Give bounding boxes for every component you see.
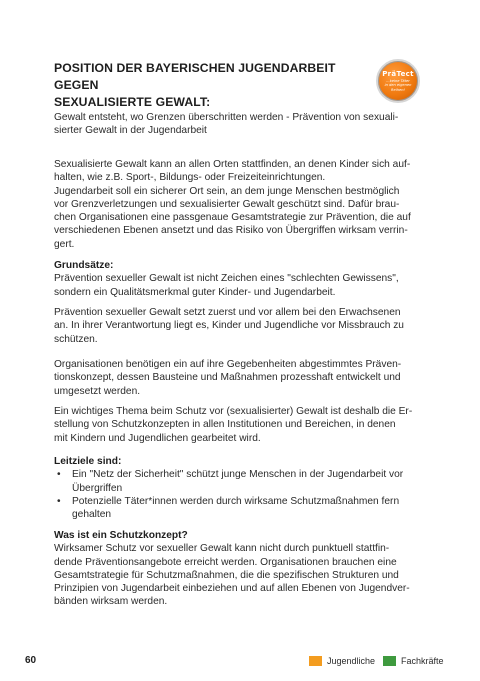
badge-logo-text: PräTect [382,69,414,78]
bullet-icon: • [57,495,61,507]
legend-item-fachkraefte [383,656,444,666]
schutzkonzept-section [54,529,434,609]
text-line: mit Kindern und Jugendlichen gearbeitet wird. [54,432,261,444]
text-line: schützen. [54,333,98,345]
text-line: sierter Gewalt in der Jugendarbeit [54,125,207,137]
text-line: Gesamtstrategie für Schutzmaßnahmen, die die spezifischen Strukturen und [54,569,399,581]
text-line: Ein "Netz der Sicherheit" schützt junge Menschen in der Jugendarbeit vor [72,469,404,481]
intro-paragraph [54,111,434,138]
heading-line-2: SEXUALISIERTE GEWALT: [54,95,211,109]
badge-slogan-line: ...keine Täter [386,78,410,83]
text-line: umgesetzt werden. [54,385,141,397]
page-heading [54,60,374,111]
text-line: an. In ihrer Verantwortung liegt es, Kinder und Jugendliche vor Missbrauch zu [54,320,404,332]
text-line: tionskonzept, dessen Bausteine und Maßnahmen prozesshaft entwickelt und [54,372,401,384]
grundsaetze-paragraph-2 [54,306,434,346]
text-line: dende Präventionsangebote erreicht werden. Organisationen brauchen eine [54,556,397,568]
text-line: Prävention sexueller Gewalt setzt zuerst und vor allem bei den Erwachsenen [54,307,401,318]
text-line: Organisationen benötigen ein auf ihre Gegebenheiten abgestimmtes Präven- [54,359,402,370]
grundsaetze-paragraph-4 [54,405,434,445]
text-line: halten, wie z.B. Sport-, Bildungs- oder Freizeiteinrichtungen. [54,172,326,184]
text-line: vor Grenzverletzungen und sexualisierter Gewalt geschützt sind. Dafür brau- [54,198,400,210]
legend-swatch-green [383,656,396,666]
text-line: Übergriffen [72,482,123,494]
text-line: Jugendarbeit soll ein sicherer Ort sein, an dem junge Menschen bestmöglich [54,185,400,197]
legend-item-jugendliche [309,656,375,666]
bullet-icon: • [57,469,61,481]
legend-label: Fachkräfte [401,656,444,666]
text-line: Potenzielle Täter*innen werden durch wirksame Schutzmaßnahmen fern [72,495,400,507]
badge-slogan-line: Reihen! [391,87,405,92]
leitziele-section [54,455,434,521]
text-line: sondern ein Qualitätsmerkmal guter Kinder- und Jugendarbeit. [54,286,336,298]
text-line: verschiedenen Ebenen ansetzt und das Risiko von Übergriffen wirksam verrin- [54,225,408,237]
text-line: Gewalt entsteht, wo Grenzen überschritten werden - Prävention von sexuali- [54,112,399,123]
legend-swatch-orange [309,656,322,666]
paragraph-orte [54,158,434,251]
text-line: gert. [54,238,75,250]
text-line: Sexualisierte Gewalt kann an allen Orten stattfinden, an denen Kinder sich auf- [54,159,411,170]
legend-label: Jugendliche [327,656,376,666]
leitziele-list [54,468,434,521]
leitziele-heading: Leitziele sind: [54,456,122,467]
text-line: gehalten [72,509,112,521]
text-line: Prinzipien von Jugendarbeit einbeziehen und auf allen Ebenen von Jugendver- [54,583,410,595]
list-item [54,495,434,522]
grundsaetze-heading: Grundsätze: [54,260,114,271]
praetect-logo-badge [376,59,420,103]
grundsaetze-paragraph-3 [54,358,434,398]
text-line: chen Organisationen eine passgenaue Gesamtstrategie zur Prävention, die auf [54,212,411,224]
text-line: stellung von Schutzkonzepten in allen Institutionen und Bereichen, in denen [54,419,396,431]
list-item [54,468,434,495]
text-line: Prävention sexueller Gewalt ist nicht Zeichen eines "schlechten Gewissens", [54,273,399,285]
heading-line-1: POSITION DER BAYERISCHEN JUGENDARBEIT GEGEN [54,61,336,92]
badge-slogan-line: in den eigenen [384,83,412,88]
page-number: 60 [25,655,37,666]
badge-slogan [385,79,412,92]
schutzkonzept-heading: Was ist ein Schutzkonzept? [54,530,188,541]
text-line: bänden wirksam werden. [54,596,168,608]
text-line: Ein wichtiges Thema beim Schutz vor (sexualisierter) Gewalt ist deshalb die Er- [54,406,413,417]
grundsaetze-section [54,259,434,299]
text-line: Wirksamer Schutz vor sexueller Gewalt kann nicht durch punktuell stattfin- [54,543,390,555]
